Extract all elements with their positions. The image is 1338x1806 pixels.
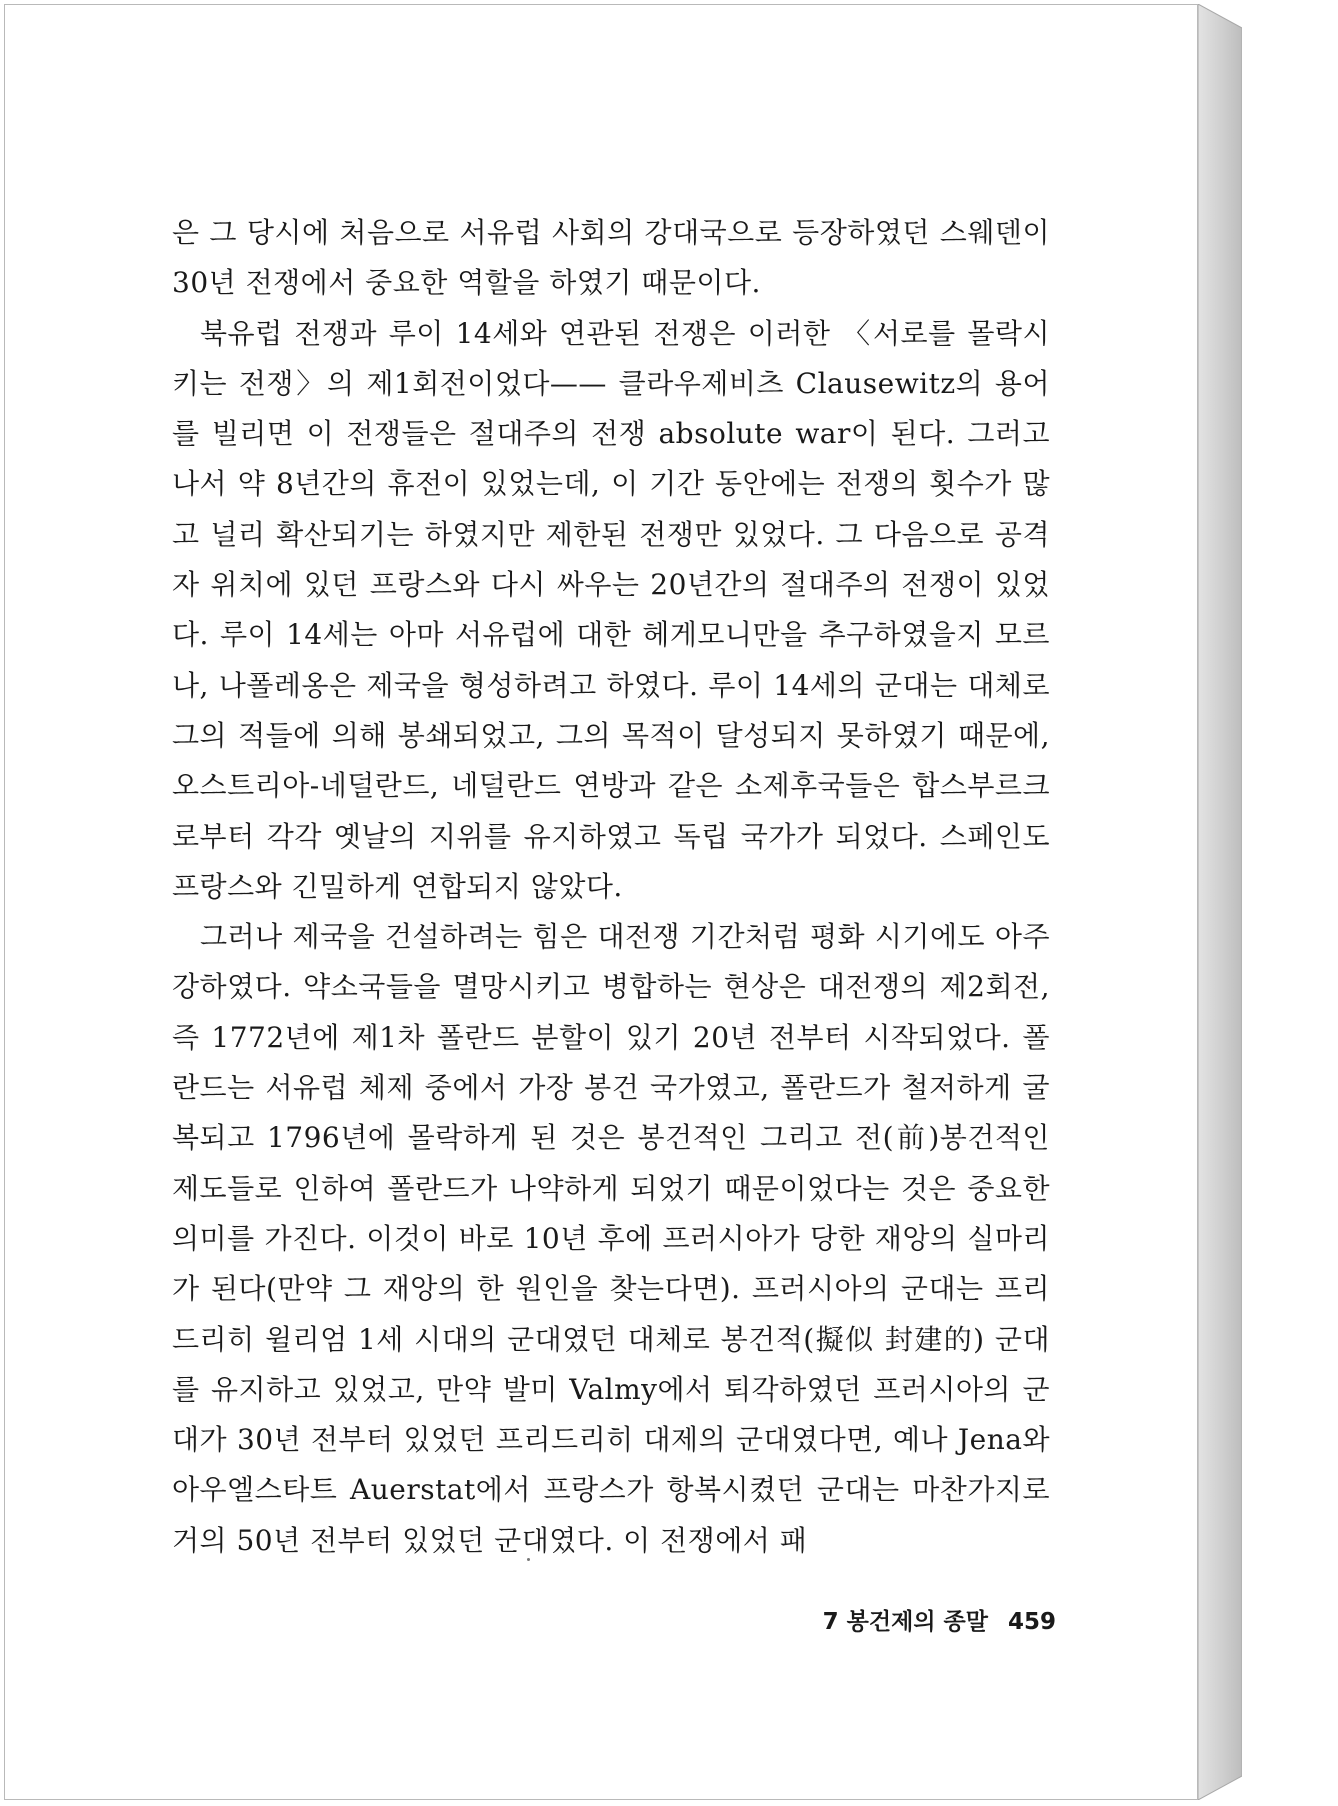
print-speck	[527, 1558, 530, 1561]
paragraph-1: 은 그 당시에 처음으로 서유럽 사회의 강대국으로 등장하였던 스웨덴이 30년 전쟁에서 중요한 역할을 하였기 때문이다.	[172, 216, 1050, 300]
paragraph-3: 그러나 제국을 건설하려는 힘은 대전쟁 기간처럼 평화 시기에도 아주 강하였다. 약소국들을 멸망시키고 병합하는 현상은 대전쟁의 제2회전, 즉 1772년에 제1차 폴란드 분할이 있기 20년 전부터 시작되었다. 폴란드는 서유럽 체제 중에서 가장 봉건 국가였고, 폴란드가 철저하게 굴복되고 1796년에 몰락하게 된 것은 봉건적인 그리고 전(前)봉건적인 제도들로 인하여 폴란드가 나약하게 되었기 때문이었다는 것은 중요한 의미를 가진다. 이것이 바로 10년 후에 프러시아가 당한 재앙의 실마리가 된다(만약 그 재앙의 한 원인을 찾는다면). 프러시아의 군대는 프리드리히 윌리엄 1세 시대의 군대였던 대체로 봉건적(擬似 封建的) 군대를 유지하고 있었고, 만약 발미 Valmy에서 퇴각하였던 프러시아의 군대가 30년 전부터 있었던 프리드리히 대제의 군대였다면, 예나 Jena와 아우엘스타트 Auerstat에서 프랑스가 항복시켰던 군대는 마찬가지로 거의 50년 전부터 있었던 군대였다. 이 전쟁에서 패	[172, 920, 1050, 1557]
body-text	[172, 208, 1050, 1566]
chapter-title: 7 봉건제의 종말	[822, 1609, 988, 1635]
page-footer	[823, 1603, 1056, 1636]
page-number: 459	[1007, 1609, 1056, 1635]
paragraph-2: 북유럽 전쟁과 루이 14세와 연관된 전쟁은 이러한 〈서로를 몰락시키는 전쟁〉의 제1회전이었다—— 클라우제비츠 Clausewitz의 용어를 빌리면 이 전쟁들은 절대주의 전쟁 absolute war이 된다. 그러고 나서 약 8년간의 휴전이 있었는데, 이 기간 동안에는 전쟁의 횟수가 많고 널리 확산되기는 하였지만 제한된 전쟁만 있었다. 그 다음으로 공격자 위치에 있던 프랑스와 다시 싸우는 20년간의 절대주의 전쟁이 있었다. 루이 14세는 아마 서유럽에 대한 헤게모니만을 추구하였을지 모르나, 나폴레옹은 제국을 형성하려고 하였다. 루이 14세의 군대는 대체로 그의 적들에 의해 봉쇄되었고, 그의 목적이 달성되지 못하였기 때문에, 오스트리아-네덜란드, 네덜란드 연방과 같은 소제후국들은 합스부르크로부터 각각 옛날의 지위를 유지하였고 독립 국가가 되었다. 스페인도 프랑스와 긴밀하게 연합되지 않았다.	[172, 316, 1050, 903]
page-stack-edge	[1198, 4, 1242, 1800]
